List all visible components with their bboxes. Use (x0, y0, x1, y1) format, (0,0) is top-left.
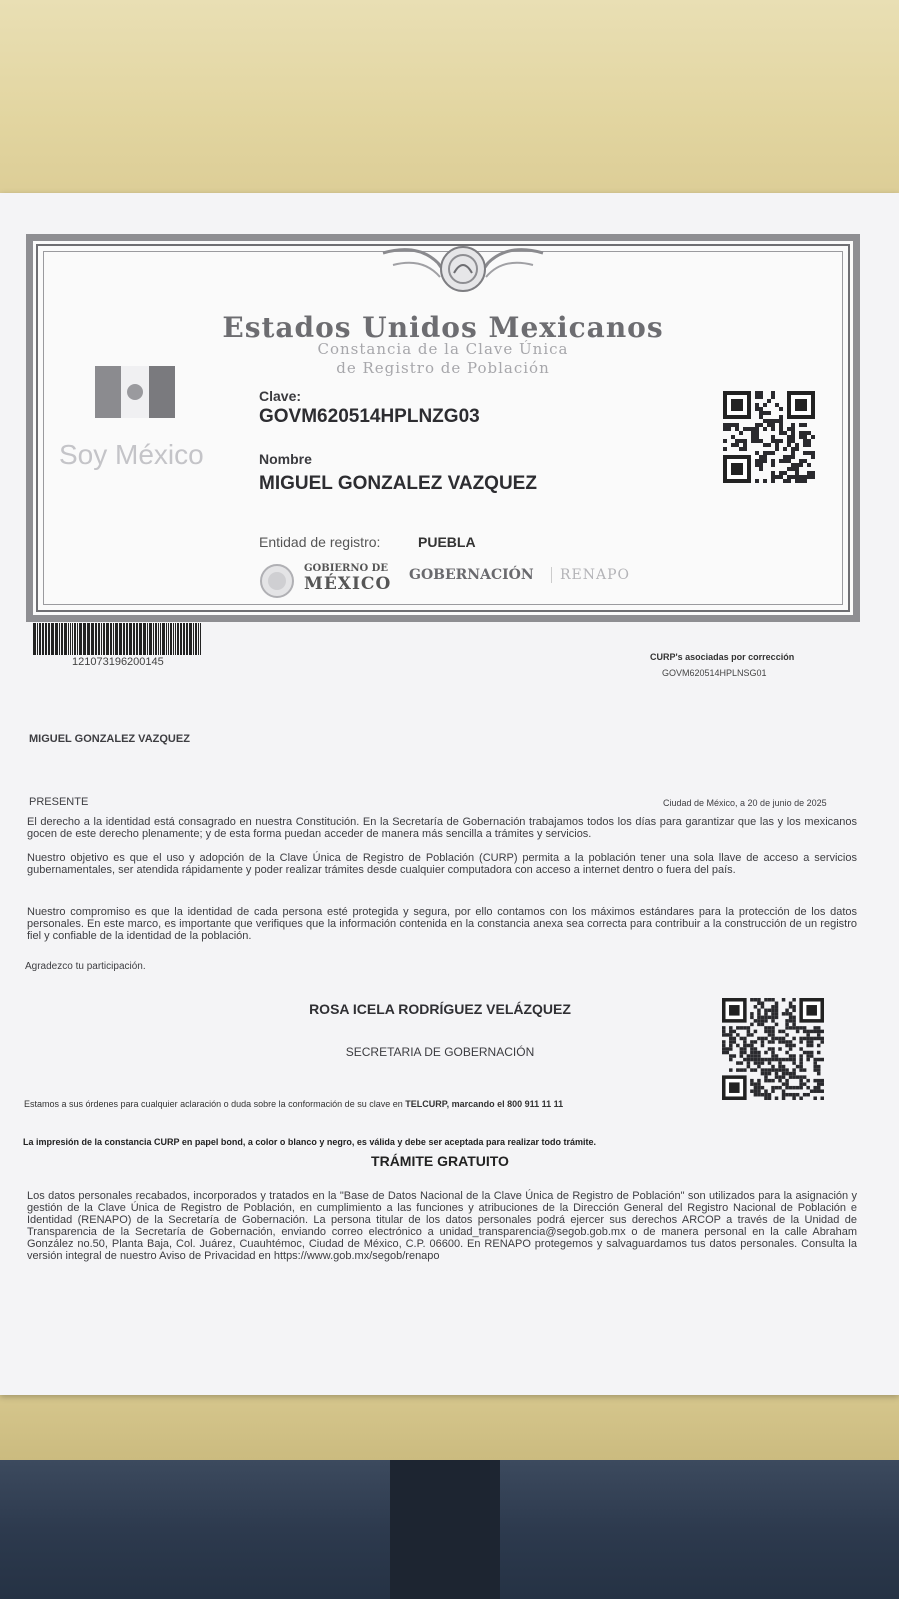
background-shadow (390, 1460, 500, 1599)
signer-role: SECRETARIA DE GOBERNACIÓN (345, 1045, 535, 1059)
associated-curp-value: GOVM620514HPLNSG01 (662, 668, 767, 678)
thanks-text: Agradezco tu participación. (25, 961, 146, 972)
qr-code-icon (723, 391, 815, 483)
entidad-value: PUEBLA (418, 534, 476, 550)
paragraph-2: Nuestro objetivo es que el uso y adopción de la Clave Única de Registro de Población (CURP) permita a la población tener una sola llave de acceso a servicios gubernamentales, ser atendida rápidamente y poder realizar trámites desde cualquier computadora con acceso a internet dentro o fuera del país. (27, 852, 857, 876)
certificate-subtitle-1: Constancia de la Clave Única (317, 340, 569, 358)
gobernacion-logo: GOBERNACIÓN (409, 567, 534, 583)
gobierno-de-text: GOBIERNO DE (304, 563, 388, 574)
recipient-name: MIGUEL GONZALEZ VAZQUEZ (29, 733, 190, 745)
certificate-subtitle-2: de Registro de Población (336, 359, 550, 377)
qr-code-2-icon (722, 998, 824, 1100)
renapo-logo: RENAPO (551, 567, 630, 583)
nombre-label: Nombre (259, 451, 312, 467)
country-title: Estados Unidos Mexicanos (222, 311, 664, 344)
table-surface-top (0, 0, 899, 200)
mexico-text: MÉXICO (304, 574, 392, 594)
national-seal-icon (378, 243, 548, 297)
associated-curp-title: CURP's asociadas por corrección (650, 652, 795, 662)
nombre-value: MIGUEL GONZALEZ VAZQUEZ (259, 473, 537, 494)
certificate-frame (26, 234, 860, 622)
government-logos (259, 563, 639, 599)
contact-phone: TELCURP, marcando el 800 911 11 11 (405, 1099, 564, 1109)
clave-label: Clave: (259, 388, 302, 404)
barcode-number: 121073196200145 (72, 656, 164, 668)
barcode-icon (33, 623, 203, 655)
contact-text: Estamos a sus órdenes para cualquier aclaración o duda sobre la conformación de su clave en (24, 1099, 406, 1109)
free-procedure: TRÁMITE GRATUITO (371, 1153, 509, 1169)
curp-document (0, 193, 899, 1395)
presente-text: PRESENTE (29, 796, 89, 808)
place-date: Ciudad de México, a 20 de junio de 2025 (663, 798, 827, 808)
privacy-notice: Los datos personales recabados, incorporados y tratados en la "Base de Datos Nacional de la Clave Única de Registro de Población" son utilizados para la asignación y gestión de la Clave Única de Registro de Población, en cumplimiento a las funciones y atribuciones de la Dirección General del Registro Nacional de Población e Identidad (RENAPO) de la Secretaría de Gobernación. La persona titular de los datos personales podrá ejercer sus derechos ARCOP a través de la Unidad de Transparencia de la Secretaría de Gobernación, enviando correo electrónico a unidad_transparencia@segob.gob.mx o de manera personal en la calle Abraham González no.50, Planta Baja, Col. Juárez, Cuauhtémoc, Ciudad de México, C.P. 06600. En RENAPO protegemos y salvaguardamos tus datos personales. Consulta la versión integral de nuestro Aviso de Privacidad en https://www.gob.mx/segob/renapo (27, 1190, 857, 1262)
validity-note: La impresión de la constancia CURP en papel bond, a color o blanco y negro, es válida y debe ser aceptada para realizar todo trámite. (23, 1137, 597, 1147)
gobierno-seal-icon (259, 563, 297, 599)
mexican-flag-icon (95, 366, 175, 418)
contact-line (24, 1098, 563, 1111)
clave-value: GOVM620514HPLNZG03 (259, 406, 480, 427)
paragraph-1: El derecho a la identidad está consagrado en nuestra Constitución. En la Secretaría de Gobernación trabajamos todos los días para garantizar que las y los mexicanos gocen de este derecho plenamente; y de esta forma puedan acceder de manera más sencilla a trámites y servicios. (27, 816, 857, 840)
entidad-label: Entidad de registro: (259, 534, 381, 550)
signer-name: ROSA ICELA RODRÍGUEZ VELÁZQUEZ (309, 1001, 571, 1017)
soy-mexico-logo: Soy México (59, 439, 204, 470)
paragraph-3: Nuestro compromiso es que la identidad de cada persona esté protegida y segura, por ello contamos con los máximos estándares para la protección de los datos personales. En este marco, es importante que verifiques que la información contenida en la constancia anexa sea correcta para contribuir a la construcción de un registro fiel y confiable de la identidad de la población. (27, 906, 857, 942)
